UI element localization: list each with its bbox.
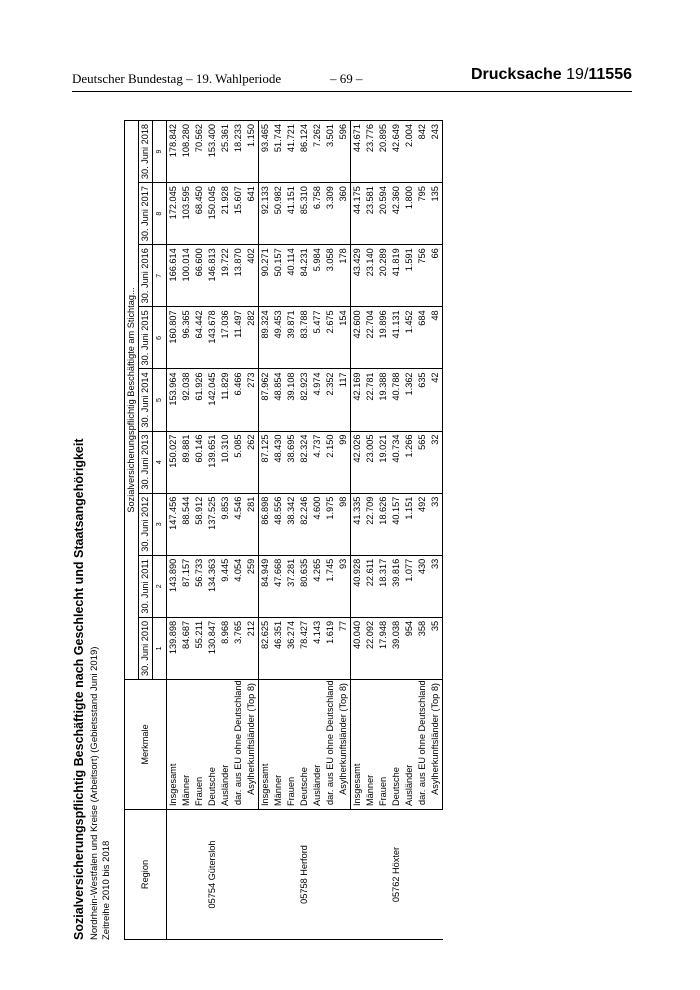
value-cell: 146.813 [206, 245, 219, 307]
value-cell: 1.151 [403, 493, 416, 555]
column-header-region: Region [125, 810, 167, 940]
value-cell: 42 [429, 369, 443, 431]
value-cell: 10.310 [219, 431, 232, 493]
value-cell: 84.687 [180, 617, 193, 679]
value-cell: 1.266 [403, 431, 416, 493]
value-cell: 55.211 [193, 617, 206, 679]
value-cell: 39.816 [390, 555, 403, 617]
value-cell: 2.352 [324, 369, 337, 431]
value-cell: 117 [337, 369, 351, 431]
value-cell: 99 [337, 431, 351, 493]
merkmal-label: Asylherkunftsländer (Top 8) [245, 680, 259, 810]
value-cell: 40.040 [351, 617, 365, 679]
value-cell: 48.854 [272, 369, 285, 431]
column-header-year: 30. Juni 2016 [139, 245, 153, 307]
value-cell: 70.562 [193, 121, 206, 183]
value-cell: 360 [337, 183, 351, 245]
value-cell: 153.400 [206, 121, 219, 183]
value-cell: 954 [403, 617, 416, 679]
value-cell: 22.704 [364, 307, 377, 369]
merkmal-label: Frauen [285, 680, 298, 810]
value-cell: 84.231 [298, 245, 311, 307]
value-cell: 2.675 [324, 307, 337, 369]
value-cell: 40.734 [390, 431, 403, 493]
value-cell: 430 [416, 555, 429, 617]
value-cell: 130.847 [206, 617, 219, 679]
merkmal-label: Männer [180, 680, 193, 810]
value-cell: 92.038 [180, 369, 193, 431]
value-cell: 66 [429, 245, 443, 307]
value-cell: 82.324 [298, 431, 311, 493]
value-cell: 243 [429, 121, 443, 183]
value-cell: 358 [416, 617, 429, 679]
data-table [124, 120, 443, 940]
value-cell: 108.280 [180, 121, 193, 183]
value-cell: 48.430 [272, 431, 285, 493]
value-cell: 25.361 [219, 121, 232, 183]
value-cell: 42.026 [351, 431, 365, 493]
value-cell: 8.968 [219, 617, 232, 679]
value-cell: 77 [337, 617, 351, 679]
value-cell: 19.896 [377, 307, 390, 369]
value-cell: 20.594 [377, 183, 390, 245]
merkmal-label: dar. aus EU ohne Deutschland [416, 680, 429, 810]
value-cell: 9.445 [219, 555, 232, 617]
value-cell: 33 [429, 493, 443, 555]
value-cell: 7.262 [311, 121, 324, 183]
value-cell: 20.289 [377, 245, 390, 307]
merkmal-label: dar. aus EU ohne Deutschland [232, 680, 245, 810]
value-cell: 147.456 [167, 493, 181, 555]
value-cell: 38.342 [285, 493, 298, 555]
column-group-header: Sozialversicherungspflichtig Beschäftigte am Stichtag... [125, 121, 139, 680]
value-cell: 137.525 [206, 493, 219, 555]
value-cell: 41.819 [390, 245, 403, 307]
value-cell: 172.045 [167, 183, 181, 245]
merkmal-label: Frauen [193, 680, 206, 810]
value-cell: 23.140 [364, 245, 377, 307]
value-cell: 178 [337, 245, 351, 307]
column-header-merkmale: Merkmale [125, 680, 167, 810]
value-cell: 3.058 [324, 245, 337, 307]
value-cell: 282 [245, 307, 259, 369]
value-cell: 41.131 [390, 307, 403, 369]
value-cell: 40.114 [285, 245, 298, 307]
value-cell: 100.014 [180, 245, 193, 307]
value-cell: 85.310 [298, 183, 311, 245]
value-cell: 2.150 [324, 431, 337, 493]
value-cell: 23.005 [364, 431, 377, 493]
value-cell: 60.146 [193, 431, 206, 493]
column-header-year: 30. Juni 2017 [139, 183, 153, 245]
value-cell: 42.600 [351, 307, 365, 369]
value-cell: 1.362 [403, 369, 416, 431]
value-cell: 41.151 [285, 183, 298, 245]
value-cell: 48 [429, 307, 443, 369]
value-cell: 58.912 [193, 493, 206, 555]
value-cell: 41.721 [285, 121, 298, 183]
merkmal-label: Ausländer [311, 680, 324, 810]
column-number: 3 [153, 493, 167, 555]
value-cell: 259 [245, 555, 259, 617]
value-cell: 150.027 [167, 431, 181, 493]
value-cell: 82.923 [298, 369, 311, 431]
merkmal-label: Insgesamt [167, 680, 181, 810]
value-cell: 32 [429, 431, 443, 493]
column-header-year: 30. Juni 2013 [139, 431, 153, 493]
value-cell: 43.429 [351, 245, 365, 307]
report-subtitle: Nordrhein-Westfalen und Kreise (Arbeitsort) (Gebietsstand Juni 2019) [89, 646, 100, 940]
value-cell: 103.595 [180, 183, 193, 245]
value-cell: 1.975 [324, 493, 337, 555]
value-cell: 22.092 [364, 617, 377, 679]
value-cell: 178.842 [167, 121, 181, 183]
merkmal-label: Insgesamt [259, 680, 273, 810]
value-cell: 4.054 [232, 555, 245, 617]
value-cell: 42.649 [390, 121, 403, 183]
value-cell: 6.466 [232, 369, 245, 431]
column-number: 2 [153, 555, 167, 617]
value-cell: 3.765 [232, 617, 245, 679]
value-cell: 40.157 [390, 493, 403, 555]
value-cell: 5.085 [232, 431, 245, 493]
value-cell: 22.611 [364, 555, 377, 617]
value-cell: 842 [416, 121, 429, 183]
value-cell: 3.309 [324, 183, 337, 245]
value-cell: 6.758 [311, 183, 324, 245]
table-row [167, 121, 181, 940]
report-period: Zeitreihe 2010 bis 2018 [101, 840, 112, 940]
value-cell: 90.271 [259, 245, 273, 307]
value-cell: 42.360 [390, 183, 403, 245]
value-cell: 565 [416, 431, 429, 493]
region-cell: 05758 Herford [259, 810, 351, 940]
value-cell: 1.800 [403, 183, 416, 245]
value-cell: 20.895 [377, 121, 390, 183]
column-header-year: 30. Juni 2011 [139, 555, 153, 617]
value-cell: 150.045 [206, 183, 219, 245]
value-cell: 4.600 [311, 493, 324, 555]
merkmal-label: dar. aus EU ohne Deutschland [324, 680, 337, 810]
merkmal-label: Insgesamt [351, 680, 365, 810]
value-cell: 11.829 [219, 369, 232, 431]
value-cell: 11.497 [232, 307, 245, 369]
value-cell: 50.157 [272, 245, 285, 307]
header-rule [72, 91, 632, 92]
column-number: 7 [153, 245, 167, 307]
value-cell: 92.133 [259, 183, 273, 245]
value-cell: 80.635 [298, 555, 311, 617]
value-cell: 38.695 [285, 431, 298, 493]
value-cell: 134.363 [206, 555, 219, 617]
value-cell: 4.974 [311, 369, 324, 431]
column-header-year: 30. Juni 2014 [139, 369, 153, 431]
value-cell: 154 [337, 307, 351, 369]
value-cell: 40.928 [351, 555, 365, 617]
value-cell: 139.898 [167, 617, 181, 679]
value-cell: 36.274 [285, 617, 298, 679]
value-cell: 98 [337, 493, 351, 555]
value-cell: 22.781 [364, 369, 377, 431]
value-cell: 18.233 [232, 121, 245, 183]
value-cell: 756 [416, 245, 429, 307]
value-cell: 84.949 [259, 555, 273, 617]
value-cell: 4.737 [311, 431, 324, 493]
value-cell: 39.871 [285, 307, 298, 369]
value-cell: 21.928 [219, 183, 232, 245]
value-cell: 135 [429, 183, 443, 245]
value-cell: 64.442 [193, 307, 206, 369]
value-cell: 41.335 [351, 493, 365, 555]
value-cell: 33 [429, 555, 443, 617]
header-publication: Deutscher Bundestag – 19. Wahlperiode [72, 71, 282, 86]
merkmal-label: Männer [364, 680, 377, 810]
value-cell: 684 [416, 307, 429, 369]
value-cell: 22.709 [364, 493, 377, 555]
value-cell: 142.045 [206, 369, 219, 431]
value-cell: 596 [337, 121, 351, 183]
value-cell: 166.614 [167, 245, 181, 307]
value-cell: 42.169 [351, 369, 365, 431]
value-cell: 143.678 [206, 307, 219, 369]
value-cell: 87.125 [259, 431, 273, 493]
value-cell: 5.984 [311, 245, 324, 307]
value-cell: 262 [245, 431, 259, 493]
value-cell: 83.788 [298, 307, 311, 369]
value-cell: 87.962 [259, 369, 273, 431]
merkmal-label: Ausländer [219, 680, 232, 810]
region-cell: 05754 Gütersloh [167, 810, 259, 940]
value-cell: 19.722 [219, 245, 232, 307]
column-header-year: 30. Juni 2010 [139, 617, 153, 679]
value-cell: 49.453 [272, 307, 285, 369]
column-number: 4 [153, 431, 167, 493]
header-number-part1: 19 [566, 66, 584, 83]
value-cell: 15.607 [232, 183, 245, 245]
value-cell: 37.281 [285, 555, 298, 617]
merkmal-label: Deutsche [298, 680, 311, 810]
page-header [72, 64, 632, 92]
value-cell: 212 [245, 617, 259, 679]
header-number-part2: 11556 [588, 66, 632, 83]
value-cell: 61.926 [193, 369, 206, 431]
value-cell: 23.581 [364, 183, 377, 245]
value-cell: 9.853 [219, 493, 232, 555]
value-cell: 86.898 [259, 493, 273, 555]
table-row [259, 121, 273, 940]
value-cell: 40.788 [390, 369, 403, 431]
value-cell: 56.733 [193, 555, 206, 617]
value-cell: 87.157 [180, 555, 193, 617]
value-cell: 68.450 [193, 183, 206, 245]
value-cell: 795 [416, 183, 429, 245]
value-cell: 44.671 [351, 121, 365, 183]
value-cell: 273 [245, 369, 259, 431]
column-number: 6 [153, 307, 167, 369]
value-cell: 17.036 [219, 307, 232, 369]
column-number: 5 [153, 369, 167, 431]
value-cell: 23.776 [364, 121, 377, 183]
value-cell: 51.744 [272, 121, 285, 183]
value-cell: 78.427 [298, 617, 311, 679]
value-cell: 402 [245, 245, 259, 307]
report-title: Sozialversicherungspflichtig Beschäftigte nach Geschlecht und Staatsangehörigkeit [72, 438, 86, 940]
value-cell: 19.388 [377, 369, 390, 431]
value-cell: 1.619 [324, 617, 337, 679]
header-document-number: Drucksache 19/11556 [470, 66, 632, 83]
value-cell: 89.324 [259, 307, 273, 369]
value-cell: 1.150 [245, 121, 259, 183]
value-cell: 18.626 [377, 493, 390, 555]
value-cell: 19.021 [377, 431, 390, 493]
value-cell: 35 [429, 617, 443, 679]
value-cell: 82.625 [259, 617, 273, 679]
table-row [351, 121, 365, 940]
value-cell: 1.745 [324, 555, 337, 617]
value-cell: 1.452 [403, 307, 416, 369]
value-cell: 492 [416, 493, 429, 555]
value-cell: 39.108 [285, 369, 298, 431]
value-cell: 153.964 [167, 369, 181, 431]
value-cell: 89.881 [180, 431, 193, 493]
value-cell: 1.591 [403, 245, 416, 307]
column-number: 1 [153, 617, 167, 679]
value-cell: 93 [337, 555, 351, 617]
rotated-content [72, 120, 632, 940]
value-cell: 2.004 [403, 121, 416, 183]
value-cell: 18.317 [377, 555, 390, 617]
merkmal-label: Frauen [377, 680, 390, 810]
value-cell: 39.038 [390, 617, 403, 679]
value-cell: 48.556 [272, 493, 285, 555]
header-page-number: – 69 – [330, 71, 363, 86]
region-cell: 05762 Höxter [351, 810, 443, 940]
value-cell: 44.175 [351, 183, 365, 245]
merkmal-label: Ausländer [403, 680, 416, 810]
value-cell: 66.600 [193, 245, 206, 307]
merkmal-label: Männer [272, 680, 285, 810]
value-cell: 281 [245, 493, 259, 555]
value-cell: 96.365 [180, 307, 193, 369]
header-drucksache-label: Drucksache [470, 66, 562, 83]
value-cell: 47.668 [272, 555, 285, 617]
merkmal-label: Asylherkunftsländer (Top 8) [337, 680, 351, 810]
merkmal-label: Asylherkunftsländer (Top 8) [429, 680, 443, 810]
value-cell: 4.546 [232, 493, 245, 555]
column-number: 8 [153, 183, 167, 245]
value-cell: 50.982 [272, 183, 285, 245]
value-cell: 93.465 [259, 121, 273, 183]
column-header-year: 30. Juni 2015 [139, 307, 153, 369]
value-cell: 86.124 [298, 121, 311, 183]
value-cell: 46.351 [272, 617, 285, 679]
value-cell: 4.265 [311, 555, 324, 617]
value-cell: 88.544 [180, 493, 193, 555]
value-cell: 143.890 [167, 555, 181, 617]
merkmal-label: Deutsche [206, 680, 219, 810]
column-number: 9 [153, 121, 167, 183]
value-cell: 139.651 [206, 431, 219, 493]
value-cell: 82.246 [298, 493, 311, 555]
column-header-year: 30. Juni 2012 [139, 493, 153, 555]
value-cell: 3.501 [324, 121, 337, 183]
merkmal-label: Deutsche [390, 680, 403, 810]
value-cell: 641 [245, 183, 259, 245]
value-cell: 4.143 [311, 617, 324, 679]
value-cell: 635 [416, 369, 429, 431]
value-cell: 160.807 [167, 307, 181, 369]
value-cell: 13.870 [232, 245, 245, 307]
value-cell: 17.948 [377, 617, 390, 679]
value-cell: 1.077 [403, 555, 416, 617]
value-cell: 5.477 [311, 307, 324, 369]
column-header-year: 30. Juni 2018 [139, 121, 153, 183]
